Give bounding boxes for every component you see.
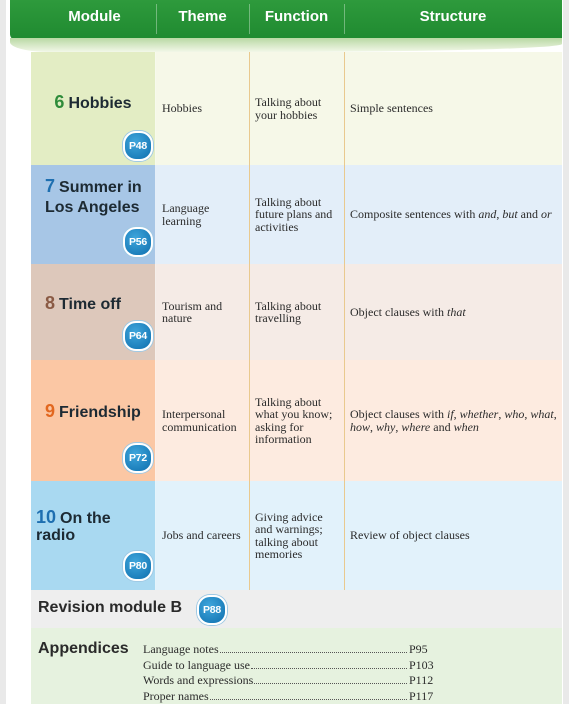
appendix-page: P112 (409, 673, 434, 687)
page-badge[interactable]: P88 (197, 595, 227, 625)
module-row-8[interactable] (31, 264, 562, 360)
theme-cell: Tourism and nature (162, 298, 223, 325)
module-name: Summer in Los Angeles (45, 179, 142, 216)
module-name: On the radio (36, 510, 111, 544)
appendix-page: P117 (409, 688, 434, 703)
header-structure: Structure (419, 8, 487, 25)
column-divider (344, 264, 345, 360)
page-badge[interactable]: P64 (123, 321, 153, 351)
module-number: 7 (45, 176, 56, 196)
module-row-7[interactable] (31, 165, 562, 264)
page-badge[interactable]: P56 (123, 227, 153, 257)
module-title (45, 176, 153, 218)
header-function: Function (264, 8, 329, 25)
page-badge[interactable]: P72 (123, 443, 153, 473)
module-cell (31, 165, 156, 264)
revision-title: Revision module B (38, 599, 183, 616)
appendix-label: Language notes (143, 642, 219, 656)
appendix-page: P95 (409, 642, 428, 656)
header-ribbon-shadow (10, 38, 562, 52)
function-cell: Giving advice and warnings; talking about memories (255, 509, 323, 561)
function-cell: Talking about your hobbies (255, 95, 322, 122)
leader-dots (251, 668, 407, 669)
module-title (31, 92, 155, 113)
appendix-item[interactable] (143, 689, 443, 704)
module-row-9[interactable] (31, 360, 562, 481)
theme-cell: Jobs and careers (162, 528, 241, 543)
module-number: 9 (45, 401, 56, 421)
module-name: Time off (59, 296, 121, 313)
appendices-section (31, 628, 562, 704)
appendix-item[interactable] (143, 673, 443, 689)
leader-dots (220, 652, 407, 653)
module-name: Friendship (59, 404, 141, 421)
page-edge-left (0, 0, 6, 704)
appendices-title: Appendices (38, 640, 129, 657)
appendix-label: Words and expressions (143, 673, 254, 687)
page-badge[interactable]: P80 (123, 551, 153, 581)
page-badge[interactable]: P48 (123, 131, 153, 161)
appendix-page: P103 (409, 657, 434, 672)
column-divider (249, 481, 250, 590)
column-divider (344, 481, 345, 590)
module-cell (31, 481, 156, 590)
revision-module-row[interactable] (31, 590, 562, 628)
structure-cell: Object clauses with if, whether, who, what, how, why, where and when (350, 407, 557, 434)
column-divider (344, 165, 345, 264)
header-theme: Theme (178, 8, 227, 25)
column-divider (249, 165, 250, 264)
appendix-label: Guide to language use (143, 657, 250, 672)
module-title (36, 509, 148, 544)
module-number: 10 (36, 507, 57, 527)
appendix-item[interactable] (143, 658, 443, 674)
structure-cell: Simple sentences (350, 101, 433, 116)
header-module: Module (68, 8, 121, 25)
theme-cell: Interpersonal communication (162, 407, 237, 434)
appendix-item[interactable] (143, 642, 443, 658)
module-cell (31, 264, 156, 360)
table-header (10, 0, 562, 40)
column-divider (249, 52, 250, 165)
page-edge-right (563, 0, 569, 704)
module-row-10[interactable] (31, 481, 562, 590)
appendices-list (143, 642, 443, 704)
module-cell (31, 52, 156, 165)
function-cell: Talking about travelling (255, 298, 322, 325)
structure-cell: Review of object clauses (350, 528, 470, 543)
column-divider (344, 360, 345, 481)
module-number: 6 (54, 92, 65, 112)
leader-dots (210, 699, 407, 700)
column-divider (249, 264, 250, 360)
function-cell: Talking about what you know; asking for information (255, 394, 333, 446)
function-cell: Talking about future plans and activities (255, 194, 333, 234)
column-divider (344, 52, 345, 165)
module-title (45, 293, 169, 314)
appendix-label: Proper names (143, 688, 209, 703)
structure-cell: Composite sentences with and, but and or (350, 207, 552, 222)
module-cell (31, 360, 156, 481)
module-title (45, 401, 169, 422)
leader-dots (254, 683, 407, 684)
theme-cell: Language learning (162, 201, 210, 228)
module-row-6[interactable] (31, 52, 562, 165)
column-divider (249, 360, 250, 481)
structure-cell: Object clauses with that (350, 304, 466, 319)
module-name: Hobbies (68, 95, 132, 112)
theme-cell: Hobbies (162, 101, 202, 116)
module-number: 8 (45, 293, 56, 313)
